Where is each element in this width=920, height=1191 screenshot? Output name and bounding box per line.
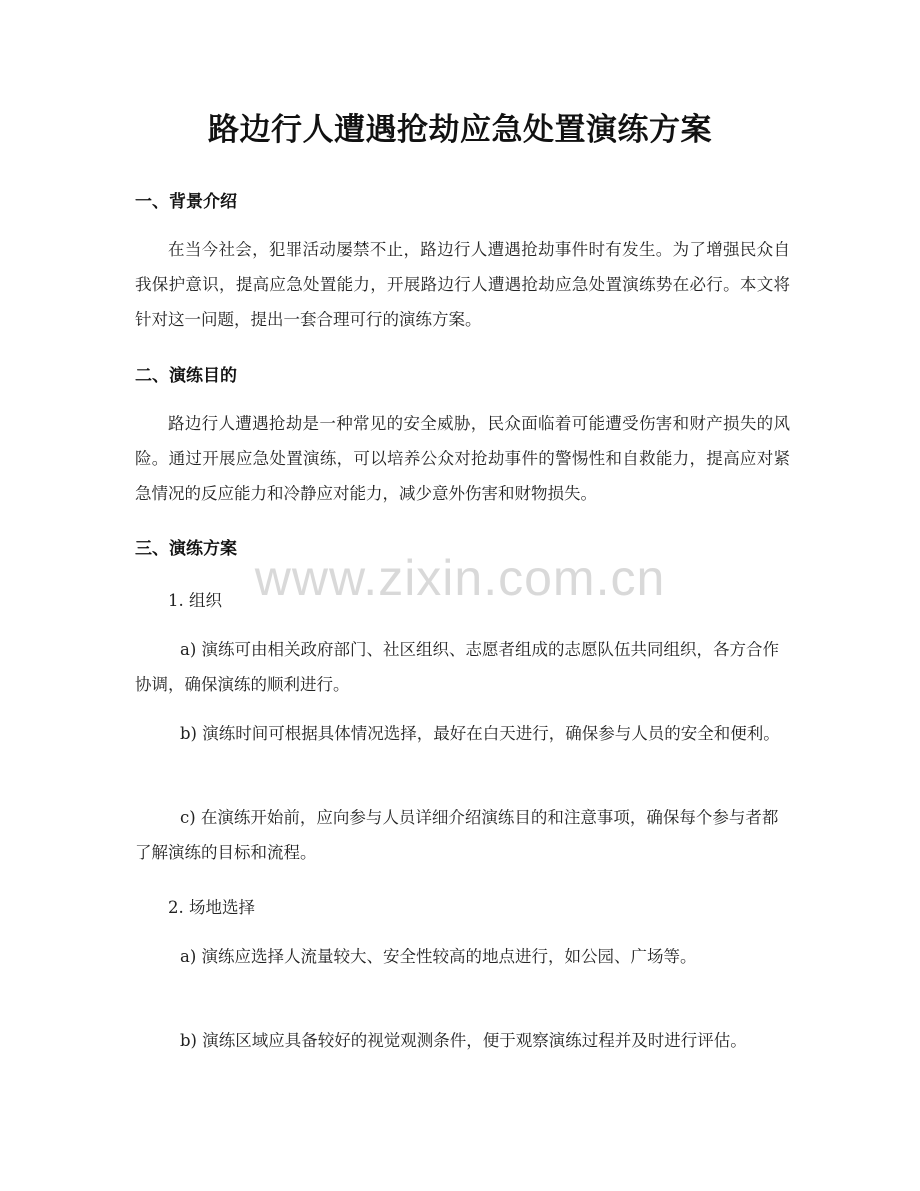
list-item: a) 演练可由相关政府部门、社区组织、志愿者组成的志愿队伍共同组织，各方合作协调，确保演练的顺利进行。 — [135, 640, 780, 694]
section-paragraph-background: 在当今社会，犯罪活动屡禁不止，路边行人遭遇抢劫事件时有发生。为了增强民众自我保护意识，提高应急处置能力，开展路边行人遭遇抢劫应急处置演练势在必行。本文将针对这一问题，提出一套合理可行的演练方案。 — [135, 240, 790, 329]
list-item: b) 演练区域应具备较好的视觉观测条件，便于观察演练过程并及时进行评估。 — [180, 1031, 747, 1050]
list-item: b) 演练时间可根据具体情况选择，最好在白天进行，确保参与人员的安全和便利。 — [180, 724, 780, 743]
document-title: 路边行人遭遇抢劫应急处置演练方案 — [208, 112, 712, 148]
section-heading-background: 一、背景介绍 — [135, 192, 237, 212]
subsection-label-organization: 1. 组织 — [168, 591, 222, 610]
list-item: c) 在演练开始前，应向参与人员详细介绍演练目的和注意事项，确保每个参与者都了解演练的目标和流程。 — [135, 808, 779, 862]
subsection-label-venue: 2. 场地选择 — [168, 898, 255, 917]
list-item: a) 演练应选择人流量较大、安全性较高的地点进行，如公园、广场等。 — [180, 947, 697, 966]
section-paragraph-purpose: 路边行人遭遇抢劫是一种常见的安全威胁，民众面临着可能遭受伤害和财产损失的风险。通过开展应急处置演练，可以培养公众对抢劫事件的警惕性和自救能力，提高应对紧急情况的反应能力和冷静应对能力，减少意外伤害和财物损失。 — [135, 414, 790, 503]
section-heading-plan: 三、演练方案 — [135, 539, 237, 559]
section-heading-purpose: 二、演练目的 — [135, 366, 237, 386]
watermark: www.zixin.com.cn — [254, 550, 666, 606]
